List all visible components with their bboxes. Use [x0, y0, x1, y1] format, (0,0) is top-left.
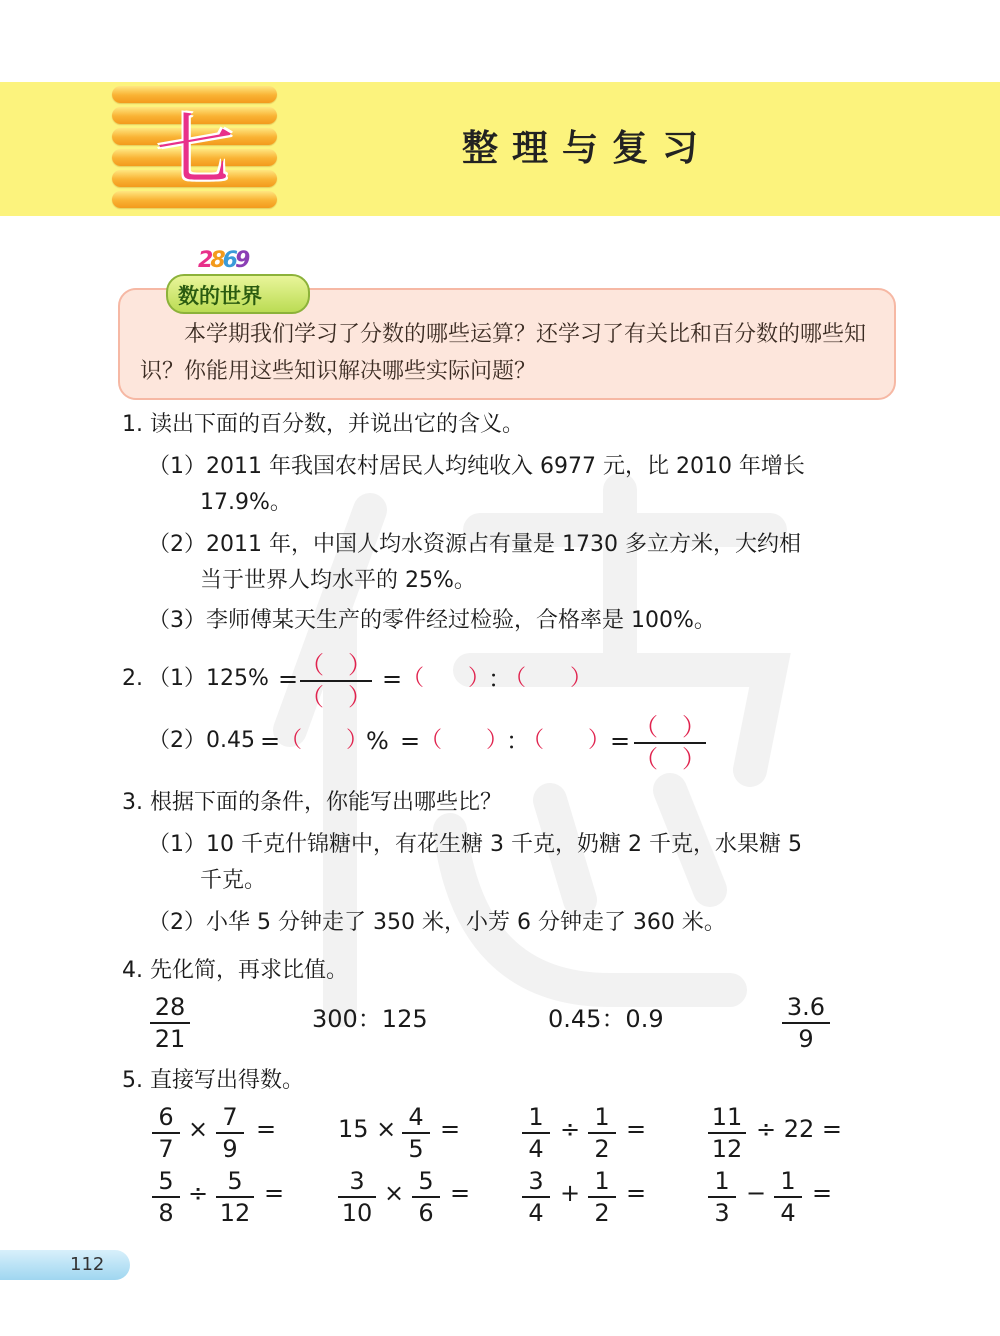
fraction: $\frac{3}{4}$ — [522, 1168, 550, 1226]
equals-sign: = — [626, 1179, 647, 1207]
expression-suffix: ÷ 22 = — [756, 1115, 843, 1143]
badge-digits-decoration — [198, 248, 251, 273]
operator: − — [746, 1179, 767, 1207]
numerator: 3.6 — [786, 993, 826, 1021]
fraction: $\frac{11}{12}$ — [708, 1104, 746, 1162]
page-number-tab — [0, 1250, 130, 1280]
q2-blank[interactable]: （ ） — [402, 666, 491, 691]
equals-sign: = — [260, 727, 281, 755]
q3-item1-line2: 千克。 — [200, 868, 267, 893]
fraction: $\frac{3}{10}$ — [338, 1168, 376, 1226]
equals-sign: = — [256, 1115, 277, 1143]
q4-fraction — [782, 994, 830, 1052]
fraction: $\frac{1}{2}$ — [588, 1104, 616, 1162]
fraction: $\frac{6}{7}$ — [152, 1104, 180, 1162]
operator: × — [384, 1179, 405, 1207]
q1-item3: （3）李师傅某天生产的零件经过检验，合格率是 100%。 — [148, 608, 716, 633]
q2-blank[interactable]: （ ） — [504, 666, 593, 691]
chapter-number: 七 — [155, 106, 234, 196]
fraction: $\frac{5}{8}$ — [152, 1168, 180, 1226]
blank-denominator[interactable]: （ ） — [300, 680, 372, 710]
equals-sign: = — [264, 1179, 285, 1207]
q5-title: 5. 直接写出得数。 — [122, 1068, 304, 1093]
operator: × — [188, 1115, 209, 1143]
q1-item2-line2: 当于世界人均水平的 25%。 — [200, 568, 476, 593]
q1-item1-line2: 17.9%。 — [200, 490, 292, 515]
numerator: 28 — [154, 993, 186, 1021]
fraction: $\frac{4}{5}$ — [402, 1104, 430, 1162]
q2-blank[interactable]: （ ） — [522, 728, 611, 753]
fraction: $\frac{5}{6}$ — [412, 1168, 440, 1226]
fraction: $\frac{1}{4}$ — [522, 1104, 550, 1162]
expression-prefix: 15 × — [338, 1115, 397, 1143]
q2-blank[interactable]: （ ） — [420, 728, 509, 753]
badge-digit: 9 — [234, 248, 251, 273]
q2-number: 2. — [122, 666, 143, 691]
chapter-title: 整理与复习 — [462, 128, 713, 169]
q2-fraction-blank[interactable] — [300, 652, 372, 710]
colon: ： — [506, 727, 530, 755]
q4-fraction — [150, 994, 190, 1052]
badge-digit: 6 — [222, 248, 238, 273]
q2-blank[interactable]: （ ） — [280, 728, 369, 753]
q1-item1-line1: （1）2011 年我国农村居民人均纯收入 6977 元，比 2010 年增长 — [148, 454, 805, 479]
q4-ratio: 0.45：0.9 — [548, 1005, 664, 1033]
q3-title: 3. 根据下面的条件，你能写出哪些比？ — [122, 790, 502, 815]
equals-sign: = — [278, 665, 299, 693]
q3-item2: （2）小华 5 分钟走了 350 米，小芳 6 分钟走了 360 米。 — [148, 910, 726, 935]
denominator: 21 — [150, 1022, 190, 1052]
badge-digit: 2 — [198, 248, 214, 273]
intro-text: 本学期我们学习了分数的哪些运算？还学习了有关比和百分数的哪些知识？你能用这些知识解决哪些实际问题？ — [140, 322, 867, 384]
fraction: $\frac{1}{4}$ — [774, 1168, 802, 1226]
badge-digit: 8 — [210, 248, 226, 273]
q4-ratio: 300：125 — [312, 1005, 428, 1033]
operator: ÷ — [188, 1179, 209, 1207]
equals-sign: = — [450, 1179, 471, 1207]
equals-sign: = — [440, 1115, 461, 1143]
percent-sign: % — [366, 727, 389, 755]
q2-item2-label: （2）0.45 — [148, 728, 255, 753]
q1-title: 1. 读出下面的百分数，并说出它的含义。 — [122, 412, 524, 437]
q2-item1-label: （1）125% — [148, 666, 269, 691]
fraction: $\frac{1}{2}$ — [588, 1168, 616, 1226]
page-number: 112 — [70, 1254, 105, 1275]
equals-sign: = — [400, 727, 421, 755]
equals-sign: = — [812, 1179, 833, 1207]
colon: ： — [488, 665, 512, 693]
operator: ÷ — [560, 1115, 581, 1143]
fraction: $\frac{1}{3}$ — [708, 1168, 736, 1226]
q4-title: 4. 先化简，再求比值。 — [122, 958, 348, 983]
blank-numerator[interactable]: （ ） — [634, 713, 706, 741]
denominator: 9 — [782, 1022, 830, 1052]
badge-label: 数的世界 — [178, 284, 262, 308]
blank-numerator[interactable]: （ ） — [300, 651, 372, 679]
section-badge — [166, 274, 310, 314]
blank-denominator[interactable]: （ ） — [634, 742, 706, 772]
equals-sign: = — [382, 665, 403, 693]
operator: + — [560, 1179, 581, 1207]
q1-item2-line1: （2）2011 年，中国人均水资源占有量是 1730 多立方米，大约相 — [148, 532, 801, 557]
q2-fraction-blank[interactable] — [634, 714, 706, 772]
equals-sign: = — [610, 727, 631, 755]
equals-sign: = — [626, 1115, 647, 1143]
fraction: $\frac{7}{9}$ — [216, 1104, 244, 1162]
fraction: $\frac{5}{12}$ — [216, 1168, 254, 1226]
q3-item1-line1: （1）10 千克什锦糖中，有花生糖 3 千克，奶糖 2 千克，水果糖 5 — [148, 832, 802, 857]
